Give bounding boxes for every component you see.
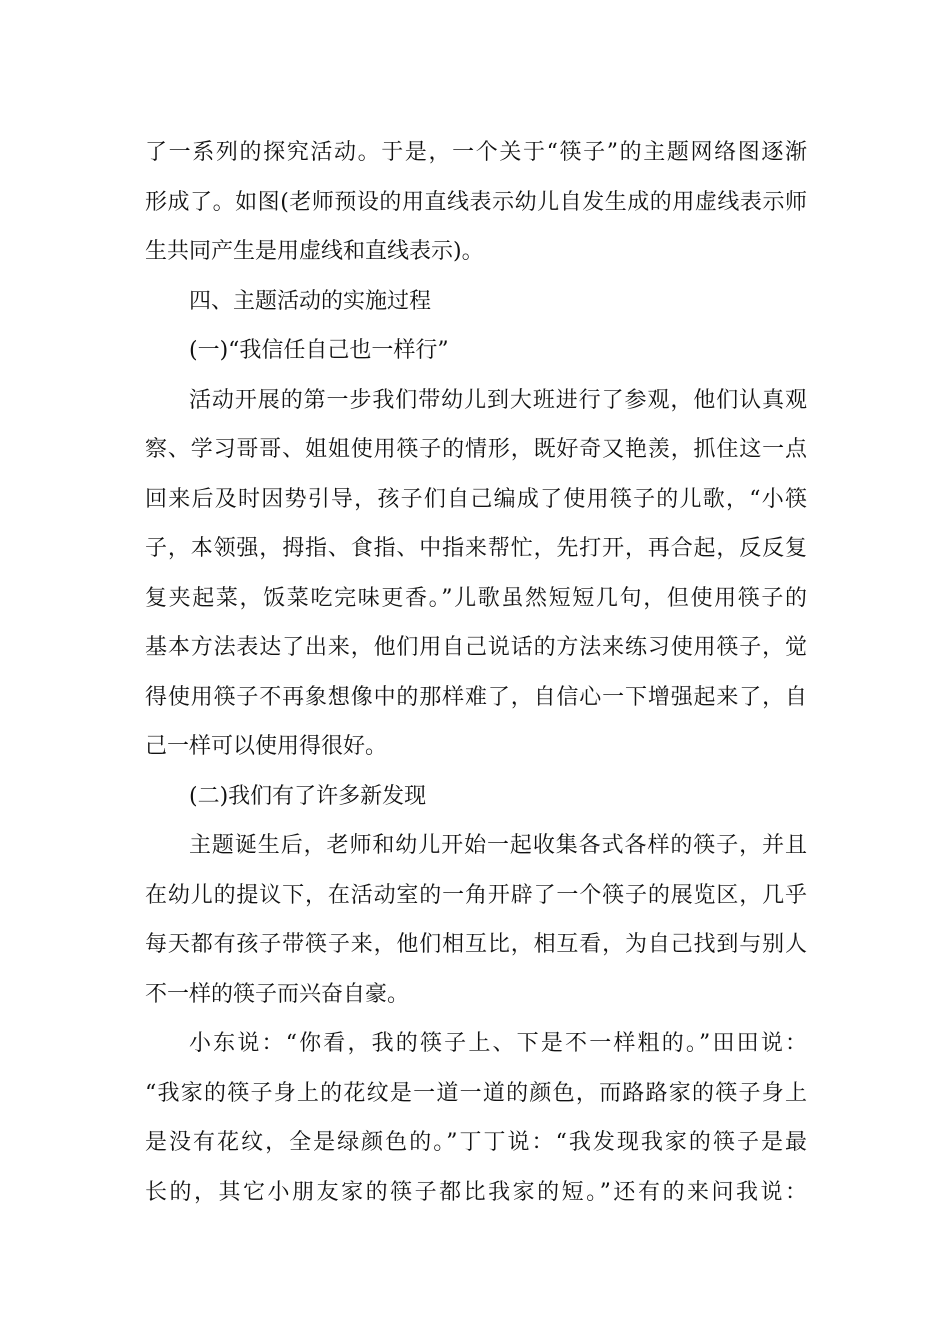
text-line: 得使用筷子不再象想像中的那样难了，自信心一下增强起来了，自: [145, 684, 807, 710]
document-body: [145, 128, 807, 1217]
text-line: 了一系列的探究活动。于是，一个关于“筷子”的主题网络图逐渐: [145, 140, 807, 165]
text-line: “我家的筷子身上的花纹是一道一道的颜色，而路路家的筷子身上: [145, 1080, 807, 1106]
text-line: 子，本领强，拇指、食指、中指来帮忙，先打开，再合起，反反复: [145, 536, 807, 561]
text-line: 己一样可以使用得很好。: [145, 734, 388, 759]
subsection-heading: (二)我们有了许多新发现: [189, 783, 427, 809]
text-line: 不一样的筷子而兴奋自豪。: [145, 981, 410, 1007]
text-line: 基本方法表达了出来，他们用自己说话的方法来练习使用筷子，觉: [145, 635, 807, 660]
text-line: 主题诞生后，老师和幼儿开始一起收集各式各样的筷子，并且: [189, 833, 807, 858]
text-line: 是没有花纹，全是绿颜色的。”丁丁说：“我发现我家的筷子是最: [145, 1130, 807, 1155]
text-line: 在幼儿的提议下，在活动室的一角开辟了一个筷子的展览区，几乎: [145, 882, 807, 908]
text-line: 察、学习哥哥、姐姐使用筷子的情形，既好奇又艳羡，抓住这一点: [145, 437, 807, 462]
text-line: 活动开展的第一步我们带幼儿到大班进行了参观，他们认真观: [189, 387, 807, 413]
text-line: 长的，其它小朋友家的筷子都比我家的短。”还有的来问我说：: [145, 1179, 807, 1205]
text-line: 回来后及时因势引导，孩子们自己编成了使用筷子的儿歌，“小筷: [145, 486, 807, 512]
text-line: 小东说：“你看，我的筷子上、下是不一样粗的。”田田说：: [189, 1031, 807, 1056]
text-line: 生共同产生是用虚线和直线表示)。: [145, 239, 484, 264]
section-heading: 四、主题活动的实施过程: [189, 288, 432, 314]
text-line: 复夹起菜，饭菜吃完味更香。”儿歌虽然短短几句，但使用筷子的: [145, 585, 807, 611]
subsection-heading: (一)“我信任自己也一样行”: [189, 338, 449, 363]
text-line: 每天都有孩子带筷子来，他们相互比，相互看，为自己找到与别人: [145, 932, 807, 957]
text-line: 形成了。如图(老师预设的用直线表示幼儿自发生成的用虚线表示师: [145, 189, 807, 215]
